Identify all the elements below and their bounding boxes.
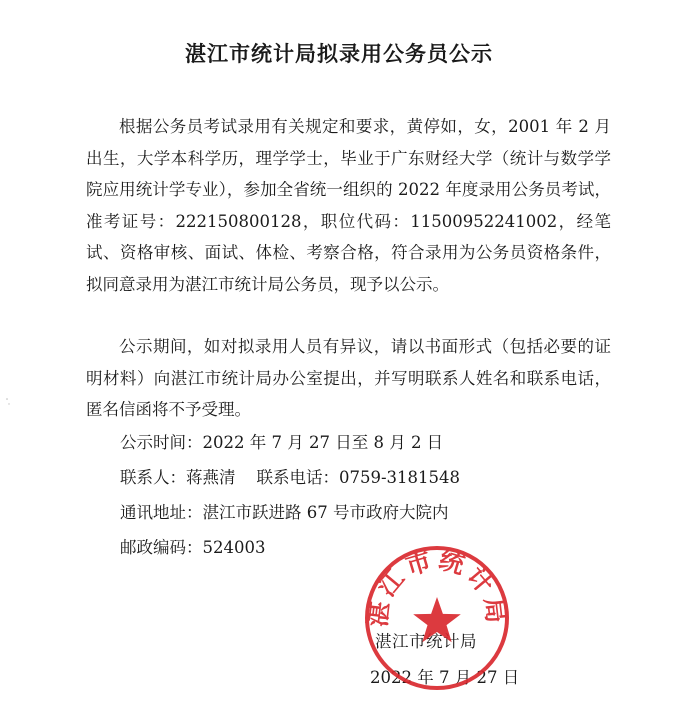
scan-speck: [4, 396, 12, 408]
official-seal: [362, 543, 512, 693]
body-paragraph-2: 公示期间，如对拟录用人员有异议，请以书面形式（包括必要的证明材料）向湛江市统计局办公室提出，并写明联系人姓名和联系电话，匿名信函将不予受理。: [86, 337, 611, 419]
seal-star-icon: [413, 597, 461, 642]
signing-authority: 湛江市统计局: [375, 632, 477, 651]
contact-info: 联系人：蒋燕清 联系电话：0759-3181548: [120, 468, 461, 487]
publicity-period: 公示时间：2022 年 7 月 27 日至 8 月 2 日: [120, 433, 444, 452]
body-paragraph-1: 根据公务员考试录用有关规定和要求，黄停如，女，2001 年 2 月出生，大学本科学历，理学学士，毕业于广东财经大学（统计与数学学院应用统计学专业），参加全省统一组织的 2022 年度录用公务员考试，准考证号：222150800128，职位代码：11500952241002，经笔试、资格审核、面试、体检、考察合格，符合录用为公务员资格条件，拟同意录用为湛江市统计局公务员，现予以公示。: [86, 117, 611, 294]
svg-text:湛江市统计局: 湛江市统计局: [362, 544, 512, 629]
postal-code: 邮政编码：524003: [120, 538, 266, 557]
document-title: 湛江市统计局拟录用公务员公示: [185, 41, 493, 66]
mailing-address: 通讯地址：湛江市跃进路 67 号市政府大院内: [120, 503, 449, 522]
signing-date: 2022 年 7 月 27 日: [370, 668, 520, 687]
